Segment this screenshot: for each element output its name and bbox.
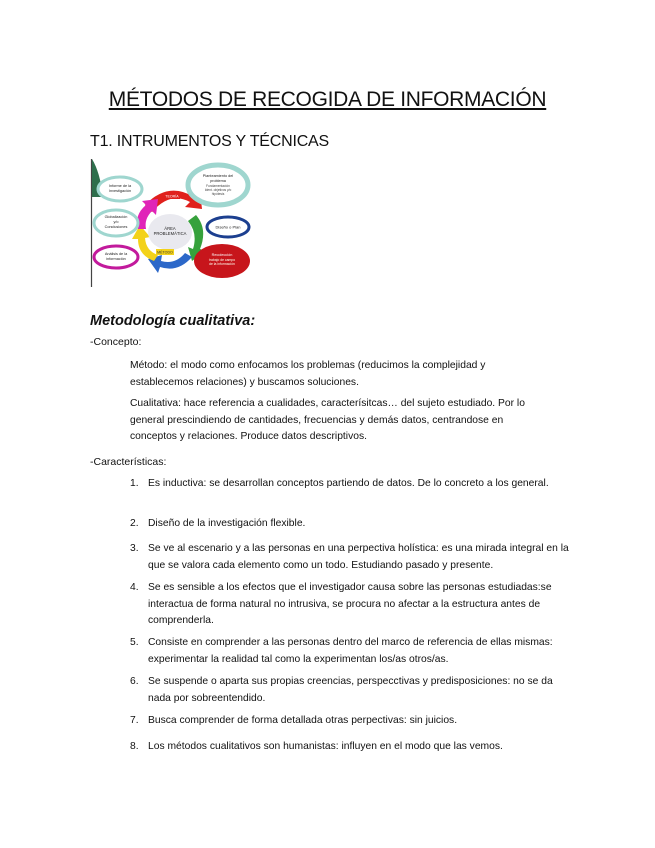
list-item [130,541,570,574]
section-heading: T1. INTRUMENTOS Y TÉCNICAS [90,133,329,150]
list-item-text: Es inductiva: se desarrollan conceptos partiendo de datos. De lo concreto a los general. [148,478,549,489]
node-text: Fundamentación [206,184,230,188]
node-text: problema [210,179,226,183]
research-cycle-diagram [90,157,252,287]
list-item-number: 2. [130,518,139,529]
list-item-text: Los métodos cualitativos son humanistas: influyen en el modo que las vemos. [148,741,503,752]
node-informe [98,177,142,201]
list-item-number: 8. [130,741,139,752]
list-item-text: Diseño de la investigación flexible. [148,518,306,529]
list-item [130,516,570,533]
list-item-text: Se ve al escenario y a las personas en una perpectiva holística: es una mirada integral en la que se valora cada elemento como un todo. Estudiando pasado y presente. [148,543,569,571]
arrow-label: TEORÍA [165,194,179,199]
node-planteamiento [188,165,248,205]
node-diseno [207,217,249,237]
node-analisis [94,246,138,268]
node-globalizacion [94,210,138,236]
list-item [130,674,570,707]
page-title: MÉTODOS DE RECOGIDA DE INFORMACIÓN [108,88,547,111]
node-text: trabajo de campo [208,258,236,262]
list-item [130,635,570,668]
node-text: Análisis de la [104,252,128,256]
list-item-number: 3. [130,543,139,554]
node-text: hipótesis [211,192,225,196]
node-text: Diseño o Plan [215,224,241,230]
characteristics-label: -Características: [90,456,167,468]
node-text: y/o [113,220,119,224]
concept-paragraph: Método: el modo como enfocamos los problemas (reducimos la complejidad y establecemos relaciones) y buscamos soluciones. [130,360,486,388]
list-item-text: Se es sensible a los efectos que el investigador causa sobre las personas estudiadas:se interactua de forma natural no intrusiva, se procura no afectar a la estructura antes de comprenderla. [148,582,552,626]
list-item [130,580,570,630]
node-text: Informe de la [108,184,132,188]
list-item [130,476,570,493]
list-item-text: Busca comprender de forma detallada otras perpectivas: sin juicios. [148,715,458,726]
node-text: Planteamiento del [202,174,234,178]
list-item-number: 1. [130,478,139,489]
node-text: Recolección [211,253,233,257]
concept-label: -Concepto: [90,336,142,348]
node-recoleccion [194,244,250,278]
list-item [130,713,570,730]
list-item-number: 5. [130,637,139,648]
node-text: de la información [209,262,235,266]
list-item-number: 4. [130,582,139,593]
list-item-text: Consiste en comprender a las personas dentro del marco de referencia de ellas mismas: experimentar la realidad tal como la experimentan los/as otros/as. [148,637,553,665]
subsection-heading: Metodología cualitativa: [90,313,256,329]
node-text: Globalización [104,215,128,219]
concept-paragraph: Cualitativa: hace referencia a cualidades, caracterísitcas… del sujeto estudiado. Por lo general prescindiendo de cantidades, frecuencias y demás datos, centrandose en conceptos y relaciones. Produce datos descriptivos. [130,398,525,442]
node-text: Investigación [108,189,132,193]
arrow-label: MÉTODO [157,250,173,255]
list-item-number: 7. [130,715,139,726]
center-label-line: PROBLEMÁTICA [153,231,187,236]
center-label-line: ÁREA [164,226,176,231]
list-item-text: Se suspende o aparta sus propias creencias, perspecctivas y predisposiciones: no se da nada por sobreentendido. [148,676,553,704]
node-text: información [106,257,126,261]
node-text: Ident. objetivos y/o [204,188,232,192]
list-item-number: 6. [130,676,139,687]
list-item [130,739,570,756]
node-text: Conclusiones [104,225,128,229]
